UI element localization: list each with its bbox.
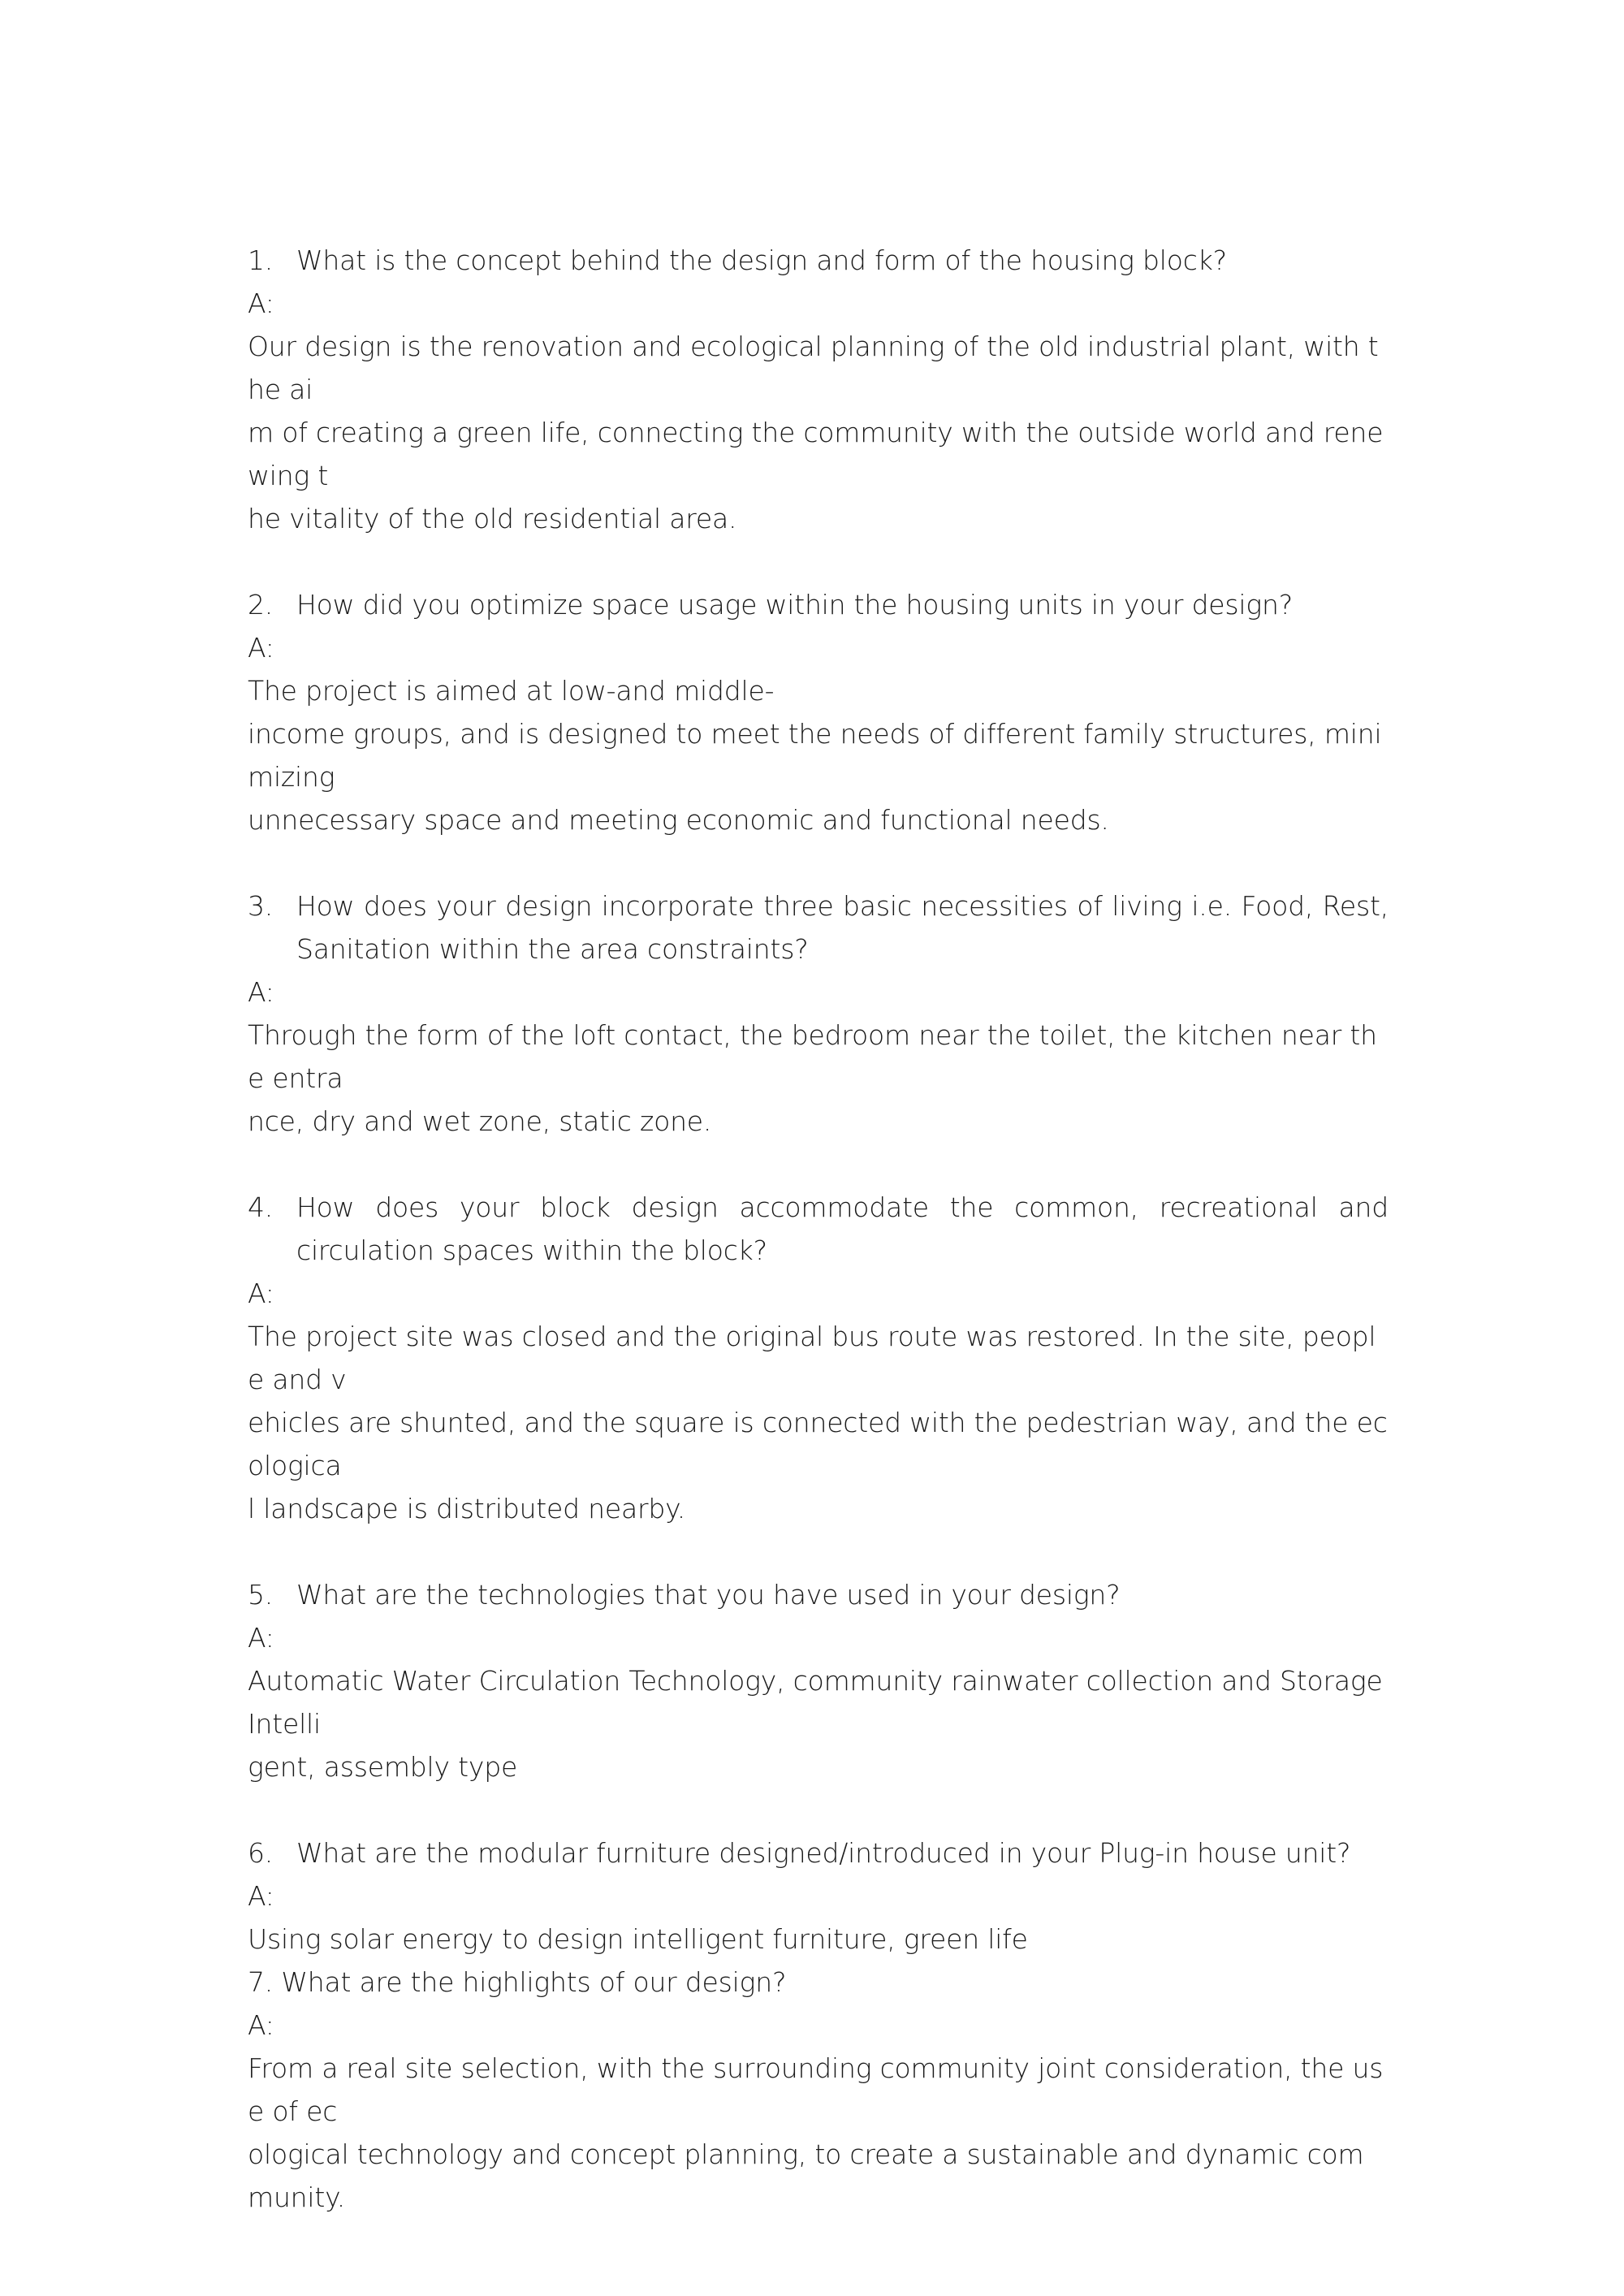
question-text: What are the technologies that you have used in your design? (296, 1579, 1121, 1611)
question-5 (248, 1573, 1389, 1616)
question-text: What are the modular furniture designed/introduced in your Plug-in house unit? (296, 1837, 1351, 1869)
document-body (248, 239, 1389, 2219)
question-number: 1. (248, 244, 274, 276)
question-number: 2. (248, 589, 274, 620)
answer-3: Through the form of the loft contact, the bedroom near the toilet, the kitchen near the entra nce, dry and wet zone, static zone. (248, 1019, 1377, 1137)
answer-1: Our design is the renovation and ecological planning of the old industrial plant, with the ai m of creating a green life, connecting the community with the outside world and renewing t he vitality of the old residential area. (248, 331, 1384, 534)
question-3 (248, 884, 1389, 971)
question-text: How did you optimize space usage within the housing units in your design? (296, 589, 1294, 620)
spacer (248, 1530, 1389, 1573)
answer-label: A: (248, 288, 274, 319)
question-4 (248, 1186, 1389, 1272)
answer-label: A: (248, 632, 274, 664)
answer-label: A: (248, 2009, 274, 2041)
question-number: 5. (248, 1579, 274, 1611)
question-text: How does your block design accommodate the common, recreational and circulation spaces within the block? (296, 1191, 1389, 1266)
question-2 (248, 583, 1389, 626)
question-number: 4. (248, 1191, 274, 1223)
question-7 (248, 1961, 1389, 2004)
answer-5: Automatic Water Circulation Technology, community rainwater collection and Storage Intelli gent, assembly type (248, 1665, 1383, 1783)
answer-label: A: (248, 976, 274, 1008)
spacer (248, 841, 1389, 884)
answer-label: A: (248, 1278, 274, 1309)
question-6 (248, 1831, 1389, 1874)
question-number: 6. (248, 1837, 274, 1869)
question-number: 3. (248, 890, 274, 922)
answer-6: Using solar energy to design intelligent furniture, green life (248, 1923, 1028, 1955)
answer-label: A: (248, 1880, 274, 1912)
question-text: What is the concept behind the design and form of the housing block? (296, 244, 1227, 276)
answer-4: The project site was closed and the original bus route was restored. In the site, people and v ehicles are shunted, and the square is connected with the pedestrian way, and the ecologica l landscape is distributed nearby. (248, 1321, 1388, 1524)
question-text: How does your design incorporate three basic necessities of living i.e. Food, Rest, Sanitation within the area constraints? (296, 890, 1389, 965)
answer-label: A: (248, 1622, 274, 1654)
spacer (248, 1143, 1389, 1186)
answer-2: The project is aimed at low-and middle- income groups, and is designed to meet the needs of different family structures, minimizing unnecessary space and meeting economic and functional needs. (248, 675, 1382, 836)
spacer (248, 540, 1389, 583)
question-text: 7. What are the highlights of our design? (248, 1966, 787, 1998)
question-1 (248, 239, 1389, 282)
answer-7: From a real site selection, with the surrounding community joint consideration, the use of ec ological technology and concept planning, to create a sustainable and dynamic community. (248, 2052, 1384, 2213)
spacer (248, 1788, 1389, 1831)
